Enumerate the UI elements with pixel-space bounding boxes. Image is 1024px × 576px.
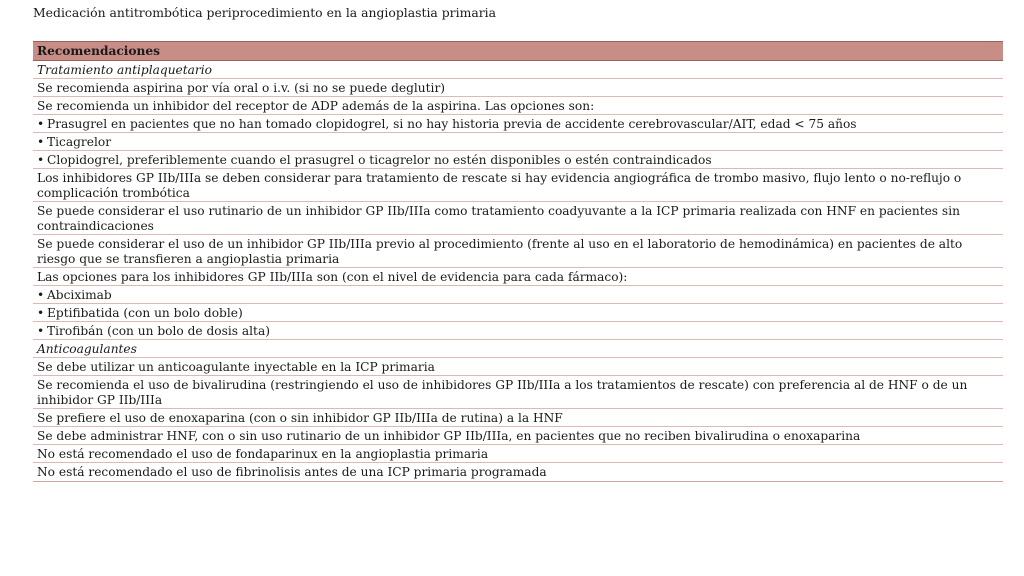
bullet-text: Clopidogrel, preferiblemente cuando el prasugrel o ticagrelor no estén disponibles o estén contraindicados bbox=[47, 153, 712, 167]
bullet-icon: • bbox=[37, 135, 45, 149]
bullet-text: Abciximab bbox=[47, 288, 112, 302]
table-row: No está recomendado el uso de fondaparinux en la angioplastia primaria bbox=[33, 445, 1003, 463]
recommendations-table bbox=[33, 41, 1003, 482]
bullet-row bbox=[33, 304, 1003, 322]
table-header: Recomendaciones bbox=[33, 41, 1003, 61]
table-row: Se puede considerar el uso de un inhibidor GP IIb/IIIa previo al procedimiento (frente al uso en el laboratorio de hemodinámica) en pacientes de alto riesgo que se transfieren a angioplastia primaria bbox=[33, 235, 1003, 268]
table-row: Los inhibidores GP IIb/IIIa se deben considerar para tratamiento de rescate si hay evidencia angiográfica de trombo masivo, flujo lento o no-reflujo o complicación trombótica bbox=[33, 169, 1003, 202]
table-row: Se puede considerar el uso rutinario de un inhibidor GP IIb/IIIa como tratamiento coadyuvante a la ICP primaria realizada con HNF en pacientes sin contraindicaciones bbox=[33, 202, 1003, 235]
document-title: Medicación antitrombótica periprocedimiento en la angioplastia primaria bbox=[33, 5, 496, 20]
table-row: Se recomienda un inhibidor del receptor de ADP además de la aspirina. Las opciones son: bbox=[33, 97, 1003, 115]
bullet-icon: • bbox=[37, 324, 45, 338]
bullet-row bbox=[33, 151, 1003, 169]
bullet-row bbox=[33, 322, 1003, 340]
bullet-icon: • bbox=[37, 153, 45, 167]
table-row: No está recomendado el uso de fibrinolisis antes de una ICP primaria programada bbox=[37, 465, 547, 479]
table-row: Se recomienda aspirina por vía oral o i.v. (si no se puede deglutir) bbox=[33, 79, 1003, 97]
bullet-icon: • bbox=[37, 288, 45, 302]
bullet-row bbox=[33, 286, 1003, 304]
table-row: Se prefiere el uso de enoxaparina (con o sin inhibidor GP IIb/IIIa de rutina) a la HNF bbox=[33, 409, 1003, 427]
bullet-text: Tirofibán (con un bolo de dosis alta) bbox=[47, 324, 270, 338]
table-row: Se recomienda el uso de bivalirudina (restringiendo el uso de inhibidores GP IIb/IIIa a los tratamientos de rescate) con preferencia al de HNF o de un inhibidor GP IIb/IIIa bbox=[33, 376, 1003, 409]
section-heading: Tratamiento antiplaquetario bbox=[33, 61, 1003, 79]
table-row: Las opciones para los inhibidores GP IIb/IIIa son (con el nivel de evidencia para cada fármaco): bbox=[33, 268, 1003, 286]
section-heading: Anticoagulantes bbox=[33, 340, 1003, 358]
bullet-text: Eptifibatida (con un bolo doble) bbox=[47, 306, 243, 320]
bullet-row bbox=[33, 133, 1003, 151]
table-row: Se debe administrar HNF, con o sin uso rutinario de un inhibidor GP IIb/IIIa, en pacientes que no reciben bivalirudina o enoxaparina bbox=[33, 427, 1003, 445]
bullet-icon: • bbox=[37, 306, 45, 320]
table-row: Se debe utilizar un anticoagulante inyectable en la ICP primaria bbox=[33, 358, 1003, 376]
bullet-text: Ticagrelor bbox=[47, 135, 112, 149]
bullet-text: Prasugrel en pacientes que no han tomado clopidogrel, si no hay historia previa de accidente cerebrovascular/AIT, edad < 75 años bbox=[47, 117, 857, 131]
bullet-row bbox=[33, 115, 1003, 133]
bullet-icon: • bbox=[37, 117, 45, 131]
